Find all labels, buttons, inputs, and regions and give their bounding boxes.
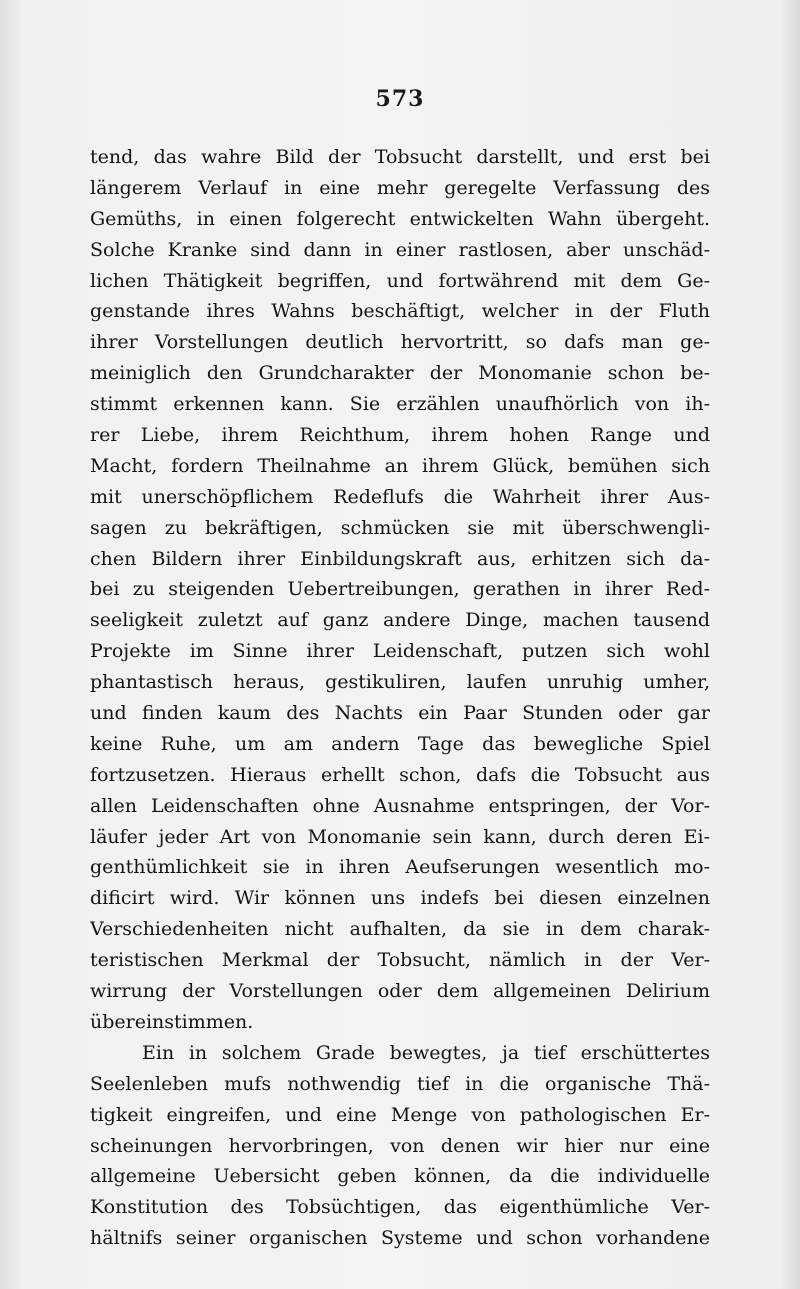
text-line: stimmt erkennen kann. Sie erzählen unaufhörlich von ih- bbox=[90, 393, 710, 416]
text-line: allgemeine Uebersicht geben können, da die individuelle bbox=[90, 1165, 710, 1188]
text-line: Macht, fordern Theilnahme an ihrem Glück, bemühen sich bbox=[90, 454, 710, 477]
text-line: längerem Verlauf in eine mehr geregelte Verfassung des bbox=[90, 176, 710, 199]
text-line: fortzusetzen. Hieraus erhellt schon, dafs die Tobsucht aus bbox=[90, 763, 710, 786]
text-line: läufer jeder Art von Monomanie sein kann, durch deren Ei- bbox=[90, 825, 710, 848]
text-line: bei zu steigenden Uebertreibungen, gerathen in ihrer Red- bbox=[90, 578, 710, 601]
text-line: sagen zu bekräftigen, schmücken sie mit überschwengli- bbox=[90, 516, 710, 539]
text-line: tend, das wahre Bild der Tobsucht darstellt, und erst bei bbox=[90, 146, 710, 168]
page-number: 573 bbox=[375, 86, 425, 112]
paragraph-end-line: übereinstimmen. bbox=[90, 1010, 254, 1033]
text-line: seeligkeit zuletzt auf ganz andere Dinge, machen tausend bbox=[90, 609, 710, 632]
text-line: chen Bildern ihrer Einbildungskraft aus, erhitzen sich da- bbox=[90, 547, 710, 570]
text-line: teristischen Merkmal der Tobsucht, nämlich in der Ver- bbox=[90, 949, 710, 972]
text-line: Konstitution des Tobsüchtigen, das eigenthümliche Ver- bbox=[90, 1196, 710, 1219]
text-line: rer Liebe, ihrem Reichthum, ihrem hohen Range und bbox=[90, 424, 710, 447]
text-line: keine Ruhe, um am andern Tage das bewegliche Spiel bbox=[90, 732, 710, 755]
text-line: und finden kaum des Nachts ein Paar Stunden oder gar bbox=[90, 702, 710, 725]
text-line: dificirt wird. Wir können uns indefs bei diesen einzelnen bbox=[90, 887, 710, 910]
body-text bbox=[90, 142, 710, 1254]
text-line: Solche Kranke sind dann in einer rastlosen, aber unschäd- bbox=[90, 238, 710, 261]
text-line: Projekte im Sinne ihrer Leidenschaft, putzen sich wohl bbox=[90, 640, 710, 663]
text-line: wirrung der Vorstellungen oder dem allgemeinen Delirium bbox=[90, 980, 710, 1003]
text-line: genthümlichkeit sie in ihren Aeufserungen wesentlich mo- bbox=[90, 856, 710, 879]
text-line: Seelenleben mufs nothwendig tief in die organische Thä- bbox=[90, 1072, 710, 1095]
text-line: genstande ihres Wahns beschäftigt, welcher in der Fluth bbox=[90, 300, 710, 323]
text-line: tigkeit eingreifen, und eine Menge von pathologischen Er- bbox=[90, 1103, 710, 1126]
paragraph-start-line: Ein in solchem Grade bewegtes, ja tief erschüttertes bbox=[142, 1041, 710, 1064]
text-line: Verschiedenheiten nicht aufhalten, da sie in dem charak- bbox=[90, 918, 710, 941]
text-line: lichen Thätigkeit begriffen, und fortwährend mit dem Ge- bbox=[90, 269, 710, 292]
text-line: Gemüths, in einen folgerecht entwickelten Wahn übergeht. bbox=[90, 207, 710, 230]
text-line: hältnifs seiner organischen Systeme und schon vorhandene bbox=[90, 1227, 710, 1250]
text-line: ihrer Vorstellungen deutlich hervortritt, so dafs man ge- bbox=[90, 331, 710, 354]
text-line: allen Leidenschaften ohne Ausnahme entspringen, der Vor- bbox=[90, 794, 710, 817]
text-line: mit unerschöpflichem Redeflufs die Wahrheit ihrer Aus- bbox=[90, 485, 710, 508]
text-line: meiniglich den Grundcharakter der Monomanie schon be- bbox=[90, 362, 710, 385]
text-line: scheinungen hervorbringen, von denen wir hier nur eine bbox=[90, 1134, 710, 1157]
text-line: phantastisch heraus, gestikuliren, laufen unruhig umher, bbox=[90, 671, 710, 694]
